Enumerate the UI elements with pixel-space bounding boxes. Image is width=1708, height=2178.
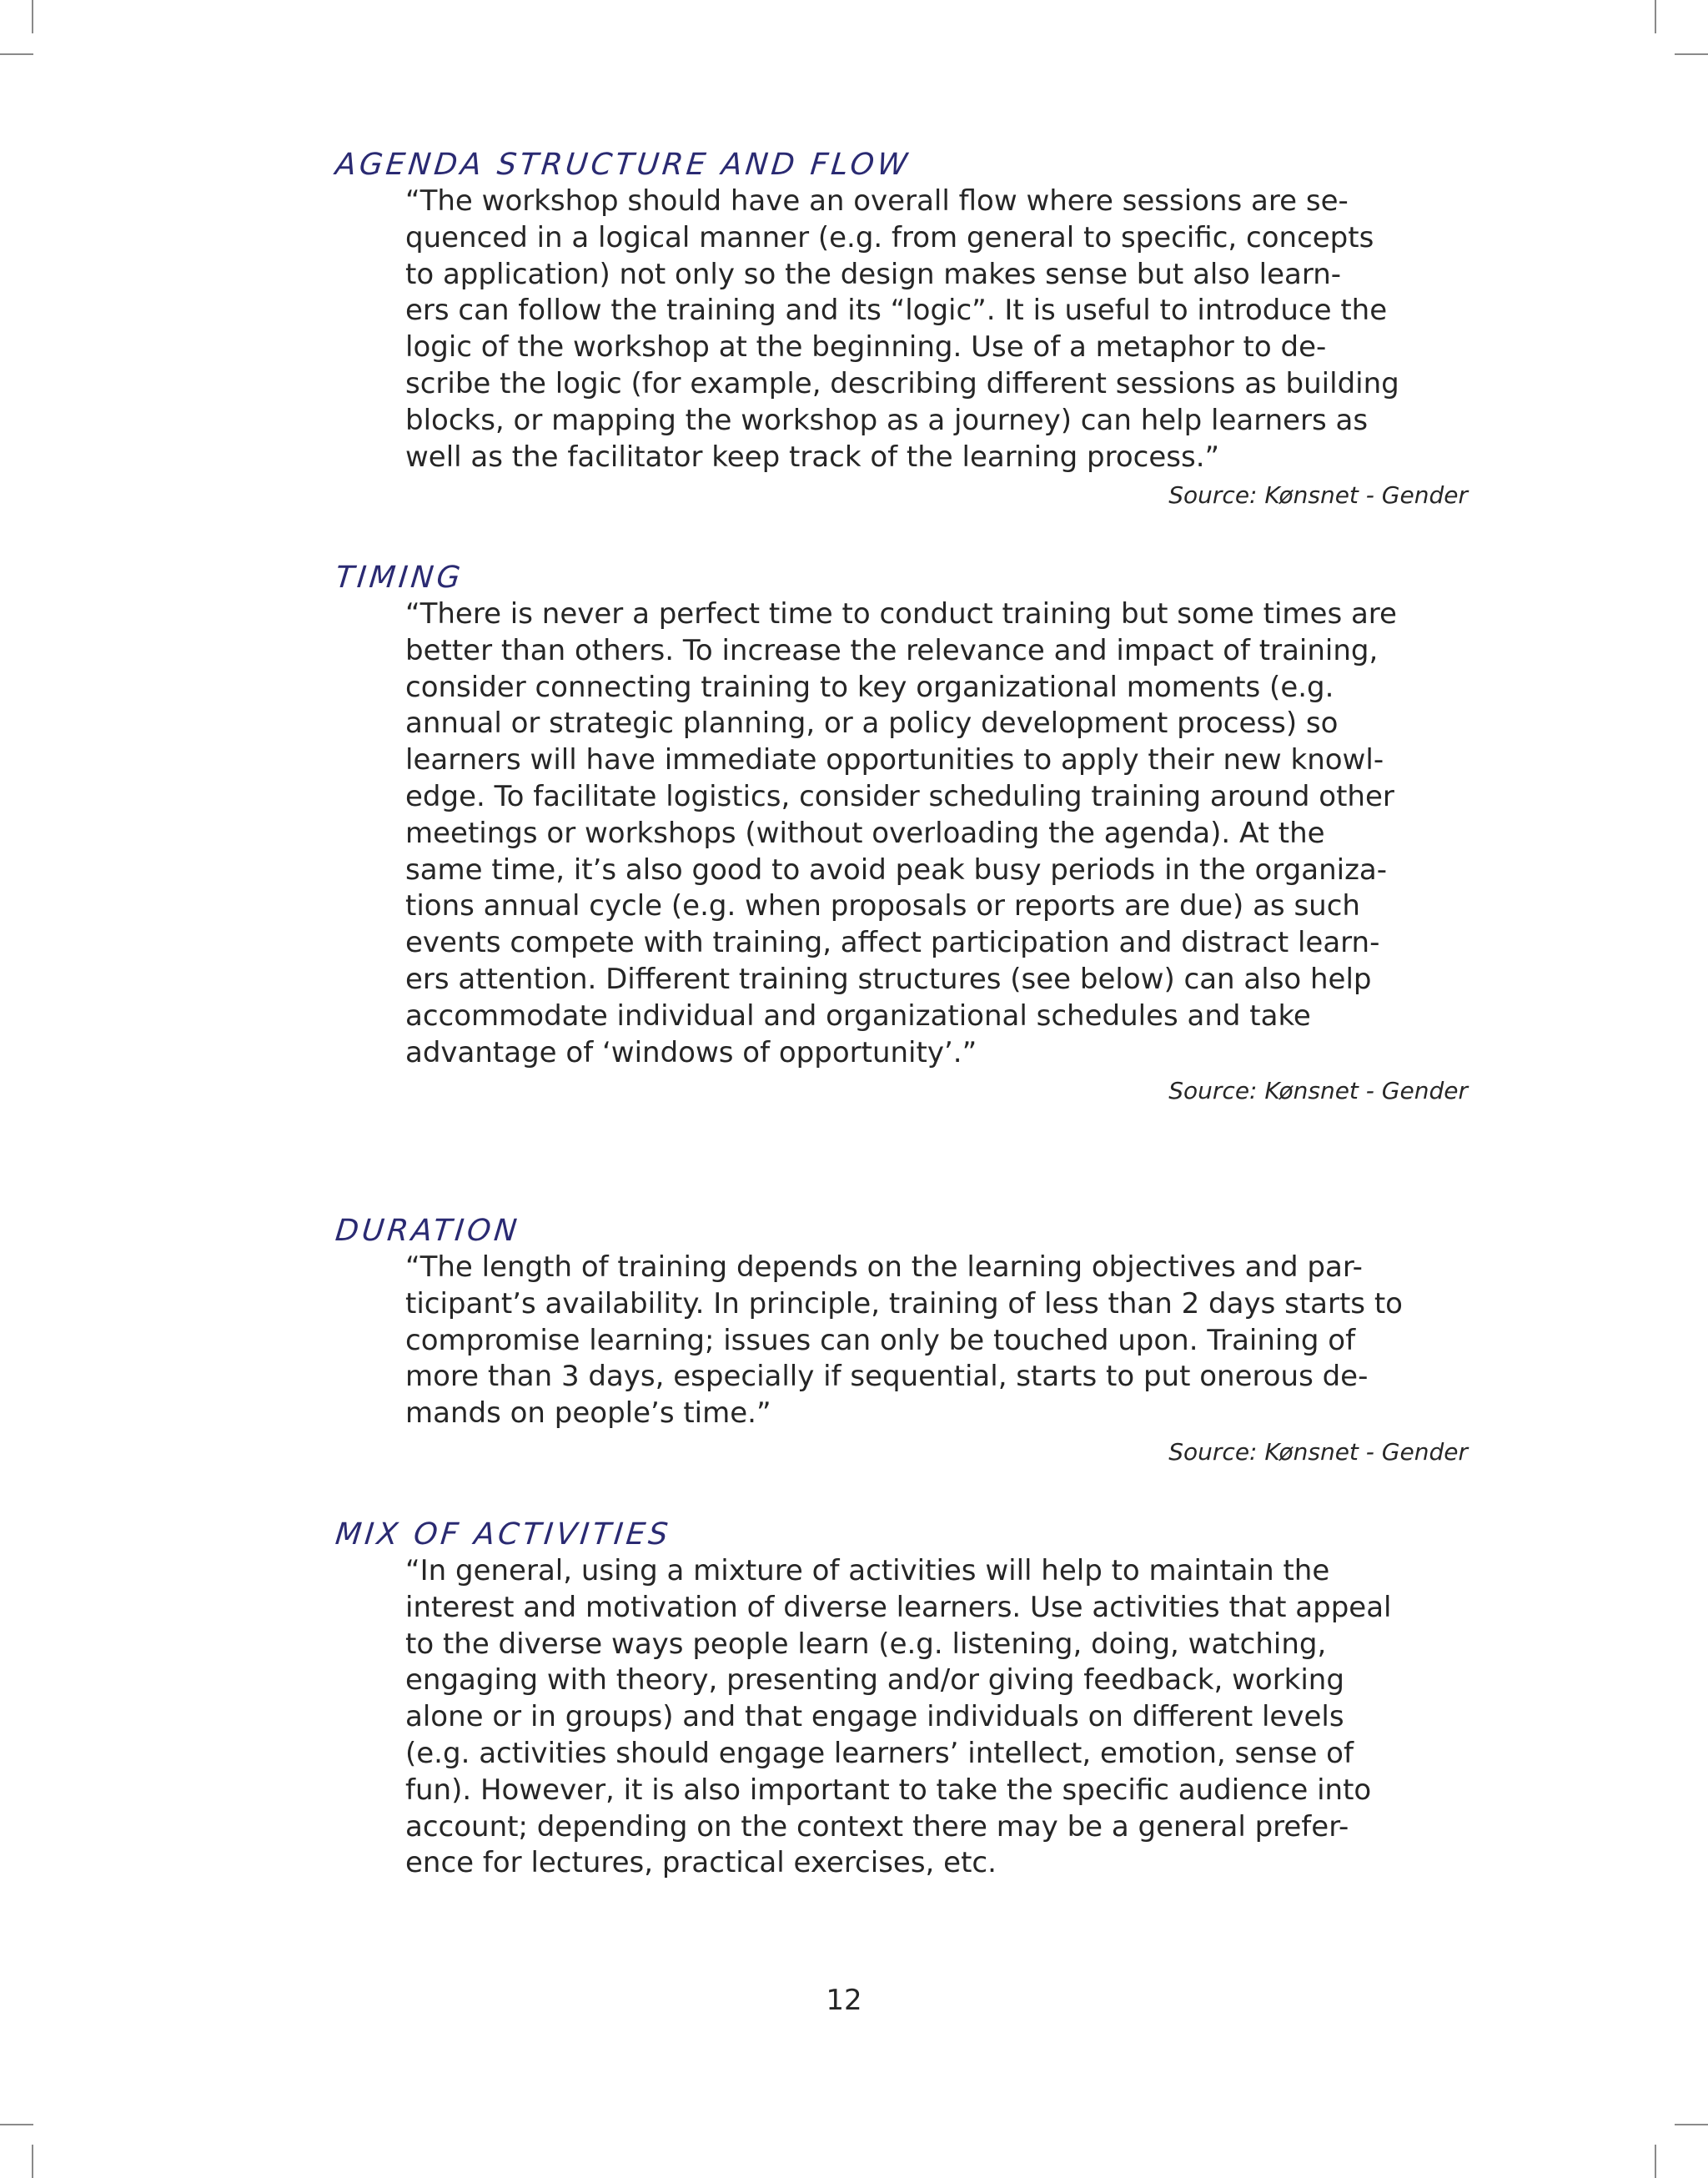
crop-mark-bottom-right-vertical: [1655, 2145, 1656, 2178]
crop-mark-top-right-vertical: [1655, 0, 1656, 33]
crop-mark-top-right-horizontal: [1675, 53, 1708, 55]
crop-mark-top-left-vertical: [32, 0, 33, 33]
section-body: “The length of training depends on the learning objectives and par- ticipant’s availability. In principle, training of less than 2 days starts to compromise learning; issues can only be touched upon. Training of more than 3 days, especially if sequential, starts to put onerous de- mands on people’s time.”: [405, 1250, 1403, 1431]
crop-mark-top-left-horizontal: [0, 53, 33, 55]
crop-mark-bottom-left-vertical: [32, 2145, 33, 2178]
section-heading: DURATION: [334, 1214, 522, 1248]
section-agenda-structure: [334, 147, 1468, 511]
section-body: “There is never a perfect time to conduct training but some times are better than others. To increase the relevance and impact of training, consider connecting training to key organizational moments (e.g. annual or strategic planning, or a policy development process) so learners will have immediate opportunities to apply their new knowl- edge. To facilitate logistics, consider scheduling training around other meetings or workshops (without overloading the agenda). At the same time, it’s also good to avoid peak busy periods in the organiza- tions annual cycle (e.g. when proposals or reports are due) as such events compete with training, affect participation and distract learn- ers attention. Different training structures (see below) can also help accommodate individual and organizational schedules and take advantage of ‘windows of opportunity’.”: [405, 597, 1397, 1069]
section-body: “The workshop should have an overall flow where sessions are se- quenced in a logical manner (e.g. from general to specific, concepts to application) not only so the design makes sense but also learn- ers can follow the training and its “logic”. It is useful to introduce the logic of the workshop at the beginning. Use of a metaphor to de- scribe the logic (for example, describing different sessions as building blocks, or mapping the workshop as a journey) can help learners as well as the facilitator keep track of the learning process.”: [405, 184, 1399, 474]
section-duration: [334, 1213, 1468, 1467]
source-citation: Source: Kønsnet - Gender: [1168, 1077, 1468, 1105]
section-heading: MIX OF ACTIVITIES: [334, 1517, 673, 1552]
crop-mark-bottom-right-horizontal: [1675, 2124, 1708, 2125]
section-heading: TIMING: [334, 561, 465, 595]
section-timing: [334, 560, 1468, 1106]
section-body: “In general, using a mixture of activities will help to maintain the interest and motivation of diverse learners. Use activities that appeal to the diverse ways people learn (e.g. listening, doing, watching, engaging with theory, presenting and/or giving feedback, working alone or in groups) and that engage individuals on different levels (e.g. activities should engage learners’ intellect, emotion, sense of fun). However, it is also important to take the specific audience into account; depending on the context there may be a general prefer- ence for lectures, practical exercises, etc.: [405, 1554, 1392, 1880]
crop-mark-bottom-left-horizontal: [0, 2124, 33, 2125]
section-mix-of-activities: [334, 1517, 1468, 1882]
source-citation: Source: Kønsnet - Gender: [1168, 1437, 1468, 1466]
source-citation: Source: Kønsnet - Gender: [1168, 481, 1468, 510]
section-heading: AGENDA STRUCTURE AND FLOW: [334, 148, 912, 182]
page-number: 12: [826, 1984, 862, 2017]
